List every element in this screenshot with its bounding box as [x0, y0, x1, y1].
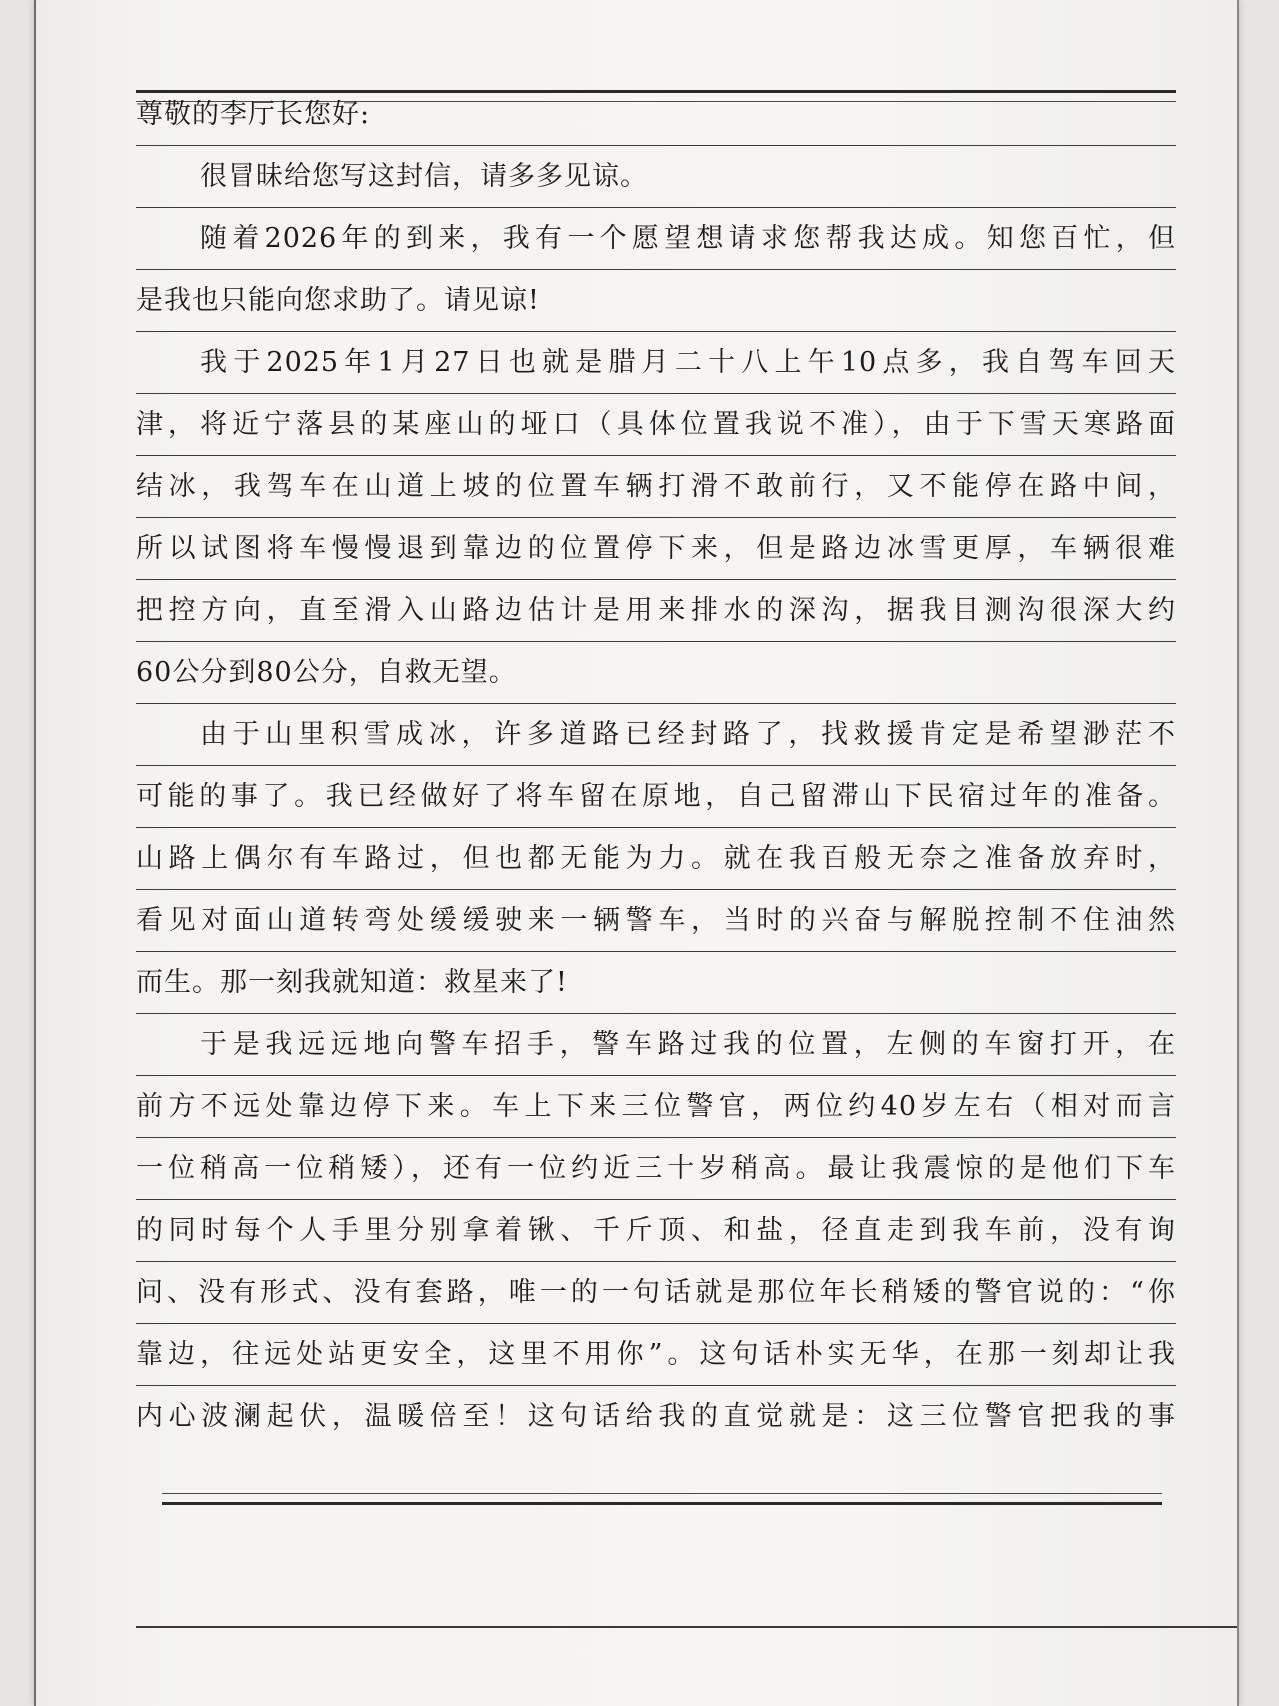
letter-line-text: 由于山里积雪成冰，许多道路已经封路了，找救援肯定是希望渺茫不 — [200, 719, 1176, 750]
letter-line — [136, 766, 1176, 828]
letter-line — [136, 704, 1176, 766]
footer-rule — [136, 1626, 1239, 1628]
letter-line — [136, 890, 1176, 952]
salutation-text: 尊敬的李厅长您好: — [136, 99, 371, 130]
letter-line — [136, 642, 1176, 704]
letter-line-text: 内心波澜起伏，温暖倍至！这句话给我的直觉就是：这三位警官把我的事 — [136, 1401, 1176, 1432]
letter-line — [136, 208, 1176, 270]
letter-line — [136, 1200, 1176, 1262]
letter-line — [136, 1324, 1176, 1386]
letter-line — [136, 1386, 1176, 1448]
letter-line-text: 津，将近宁落县的某座山的垭口（具体位置我说不准），由于下雪天寒路面 — [136, 409, 1176, 440]
letter-line-text: 问、没有形式、没有套路，唯一的一句话就是那位年长稍矮的警官说的：“你 — [136, 1277, 1176, 1308]
letter-line — [136, 1014, 1176, 1076]
letter-line — [136, 518, 1176, 580]
letter-line-text: 一位稍高一位稍矮），还有一位约近三十岁稍高。最让我震惊的是他们下车 — [136, 1153, 1176, 1184]
bottom-double-rule — [162, 1493, 1162, 1505]
letter-line-text: 随着2026年的到来，我有一个愿望想请求您帮我达成。知您百忙，但 — [200, 223, 1176, 254]
letter-line-text: 我于2025年1月27日也就是腊月二十八上午10点多，我自驾车回天 — [200, 347, 1176, 378]
letter-line — [136, 1076, 1176, 1138]
letter-line — [136, 270, 1176, 332]
letter-line-text: 结冰，我驾车在山道上坡的位置车辆打滑不敢前行，又不能停在路中间， — [136, 471, 1176, 502]
letter-line-text: 可能的事了。我已经做好了将车留在原地，自己留滞山下民宿过年的准备。 — [136, 781, 1176, 812]
letter-line — [136, 1262, 1176, 1324]
letter-line-text: 靠边，往远处站更安全，这里不用你”。这句话朴实无华，在那一刻却让我 — [136, 1339, 1176, 1370]
letter-line-text: 60公分到80公分，自救无望。 — [136, 657, 517, 688]
letter-line-text: 看见对面山道转弯处缓缓驶来一辆警车，当时的兴奋与解脱控制不住油然 — [136, 905, 1176, 936]
letter-line — [136, 828, 1176, 890]
letter-line — [136, 456, 1176, 518]
letter-line-text: 前方不远处靠边停下来。车上下来三位警官，两位约40岁左右（相对而言 — [136, 1091, 1176, 1122]
letter-page — [34, 0, 1239, 1706]
salutation-line — [136, 84, 1176, 146]
letter-line-text: 是我也只能向您求助了。请见谅! — [136, 285, 540, 316]
letter-line — [136, 1138, 1176, 1200]
letter-line-text: 很冒昧给您写这封信，请多多见谅。 — [200, 161, 648, 192]
letter-line-text: 所以试图将车慢慢退到靠边的位置停下来，但是路边冰雪更厚，车辆很难 — [136, 533, 1176, 564]
letter-line — [136, 146, 1176, 208]
letter-line — [136, 332, 1176, 394]
letter-line — [136, 952, 1176, 1014]
letter-line — [136, 394, 1176, 456]
letter-line-text: 的同时每个人手里分别拿着锹、千斤顶、和盐，径直走到我车前，没有询 — [136, 1215, 1176, 1246]
letter-line-text: 把控方向，直至滑入山路边估计是用来排水的深沟，据我目测沟很深大约 — [136, 595, 1176, 626]
letter-line-text: 山路上偶尔有车路过，但也都无能为力。就在我百般无奈之准备放弃时， — [136, 843, 1176, 874]
letter-line-text: 而生。那一刻我就知道：救星来了! — [136, 967, 568, 998]
letter-line-text: 于是我远远地向警车招手，警车路过我的位置，左侧的车窗打开，在 — [200, 1029, 1176, 1060]
letter-line — [136, 580, 1176, 642]
